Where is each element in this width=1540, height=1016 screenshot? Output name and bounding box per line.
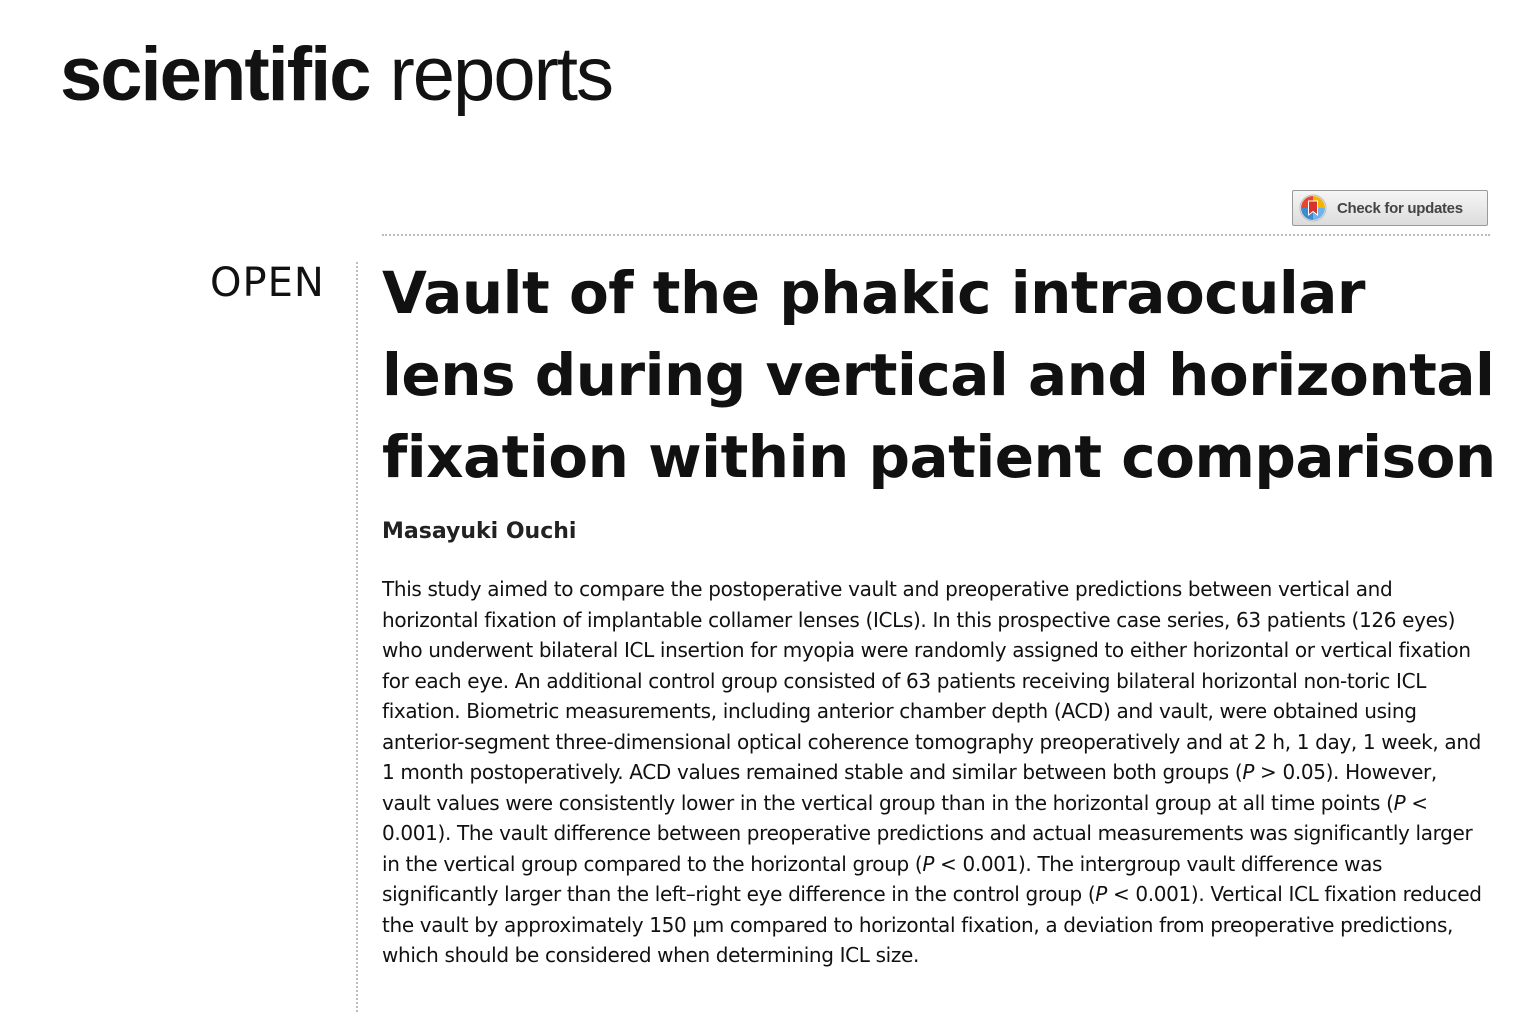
abstract-text: < 0.001). The intergroup vault difference was significantly larger than the left–right eye difference in the control group (	[382, 851, 1383, 906]
journal-name-light: reports	[389, 32, 613, 117]
abstract-text: This study aimed to compare the postoperative vault and preoperative predictions between vertical and horizontal fixation of implantable collamer lenses (ICLs). In this prospective case series, 63 patients (126 eyes) who underwent bilateral ICL insertion for myopia were randomly assigned to either horizontal or vertical fixation for each eye. An additional control group consisted of 63 patients receiving bilateral horizontal non-toric ICL fixation. Biometric measurements, including anterior chamber depth (ACD) and vault, were obtained using anterior-segment three-dimensional optical coherence tomography preoperatively and at 2 h, 1 day, 1 week, and 1 month postoperatively. ACD values remained stable and similar between both groups (	[382, 577, 1482, 784]
p-value-symbol: P	[922, 851, 935, 876]
check-for-updates-button[interactable]	[1292, 190, 1488, 226]
article-title: Vault of the phakic intraocular lens during vertical and horizontal fixation within patient comparison	[382, 259, 1496, 491]
p-value-symbol: P	[1095, 882, 1107, 906]
check-for-updates-label: Check for updates	[1337, 199, 1463, 217]
p-value-symbol: P	[1393, 790, 1406, 815]
open-access-label: OPEN	[210, 260, 325, 306]
abstract-text: > 0.05). However, vault values were consistently lower in the vertical group than in the horizontal group at all time points (	[382, 760, 1437, 815]
abstract-text: < 0.001). Vertical ICL fixation reduced the vault by approximately 150 μm compared to horizontal fixation, a deviation from preoperative predictions, which should be considered when determining ICL size.	[382, 882, 1482, 967]
abstract-text: < 0.001). The vault difference between preoperative predictions and actual measurements was significantly larger in the vertical group compared to the horizontal group (	[382, 790, 1473, 876]
journal-logo	[60, 30, 612, 120]
column-divider	[356, 262, 358, 1012]
author-name[interactable]: Masayuki Ouchi	[382, 519, 577, 544]
journal-name-strong: scientific	[60, 32, 370, 117]
crossmark-icon	[1299, 194, 1327, 222]
header-divider	[382, 234, 1490, 236]
abstract	[382, 574, 1482, 971]
p-value-symbol: P	[1242, 760, 1255, 784]
